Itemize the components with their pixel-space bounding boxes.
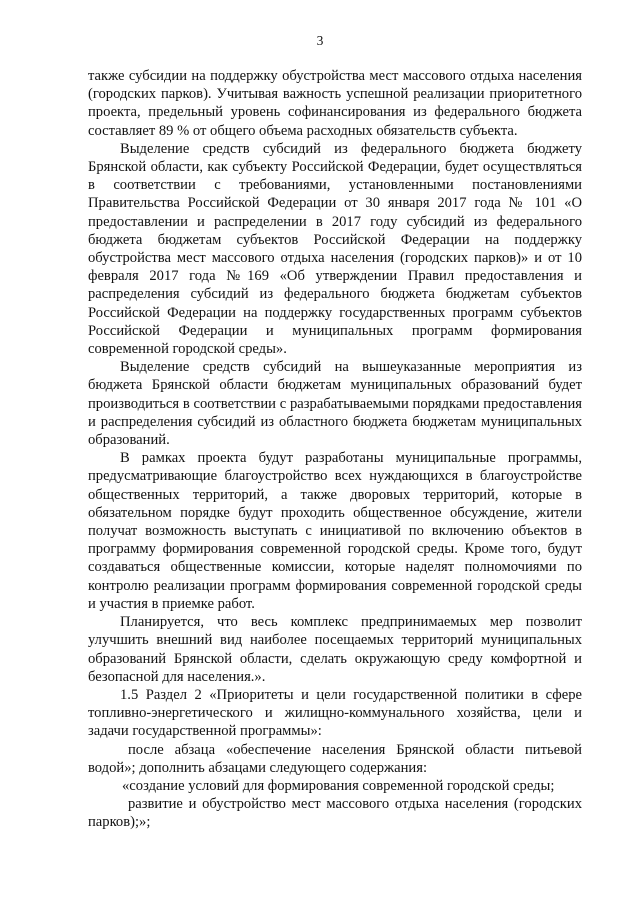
- document-body: [88, 67, 582, 832]
- paragraph-after-clause: после абзаца «обеспечение населения Брянской области питьевой водой»; дополнить абзацами следующего содержания:: [88, 741, 582, 776]
- paragraph-planned-measures: Планируется, что весь комплекс предпринимаемых мер позволит улучшить внешний вид наиболее посещаемых территорий муниципальных образований Брянской области, сделать окружающую среду комфортной и безопасной для населения.».: [88, 614, 582, 685]
- paragraph-subsidies-continuation: также субсидии на поддержку обустройства мест массового отдыха населения (городских парков). Учитывая важность успешной реализации приоритетного проекта, предельный уровень софинансирования из федерального бюджета составляет 89 % от общего объема расходных обязательств субъекта.: [88, 68, 582, 139]
- paragraph-regional-allocation: Выделение средств субсидий на вышеуказанные мероприятия из бюджета Брянской области бюджетам муниципальных образований будет производиться в соответствии с разрабатываемыми порядками предоставления и распределения субсидий из областного бюджета бюджетам муниципальных образований.: [88, 359, 582, 449]
- paragraph-municipal-programs: В рамках проекта будут разработаны муниципальные программы, предусматривающие благоустройство всех нуждающихся в благоустройстве общественных территорий, а также дворовых территорий, которые в обязательном порядке будут проходить общественное обсуждение, жители получат возможность выступать с инициативой по включению объектов в программу формирования современной городской среды. Кроме того, будут создаваться общественные комиссии, которые наделят полномочиями по контролю реализации программ формирования современной городской среды и участия в приемке работ.: [88, 450, 582, 612]
- paragraph-new-clause-parks: развитие и обустройство мест массового отдыха населения (городских парков);»;: [88, 796, 582, 831]
- paragraph-section-2-amendment: 1.5 Раздел 2 «Приоритеты и цели государственной политики в сфере топливно-энергетического и жилищно-коммунального хозяйства, цели и задачи государственной программы»:: [88, 686, 582, 740]
- page-number: 3: [316, 33, 324, 48]
- paragraph-federal-allocation: Выделение средств субсидий из федерального бюджета бюджету Брянской области, как субъекту Российской Федерации, будет осуществляться в соответствии с требованиями, установленными постановлениями Правительства Российской Федерации от 30 января 2017 года № 101 «О предоставлении и распределении в 2017 году субсидий из федерального бюджета бюджетам субъектов Российской Федерации на поддержку обустройства мест массового отдыха населения (городских парков)» и от 10 февраля 2017 года №169 «Об утверждении Правил предоставления и распределения субсидий из федерального бюджета бюджетам субъектов Российской Федерации на поддержку государственных программ субъектов Российской Федерации и муниципальных программ формирования современной городской среды».: [88, 140, 582, 358]
- paragraph-new-clause-urban-environment: «создание условий для формирования современной городской среды;: [122, 777, 555, 794]
